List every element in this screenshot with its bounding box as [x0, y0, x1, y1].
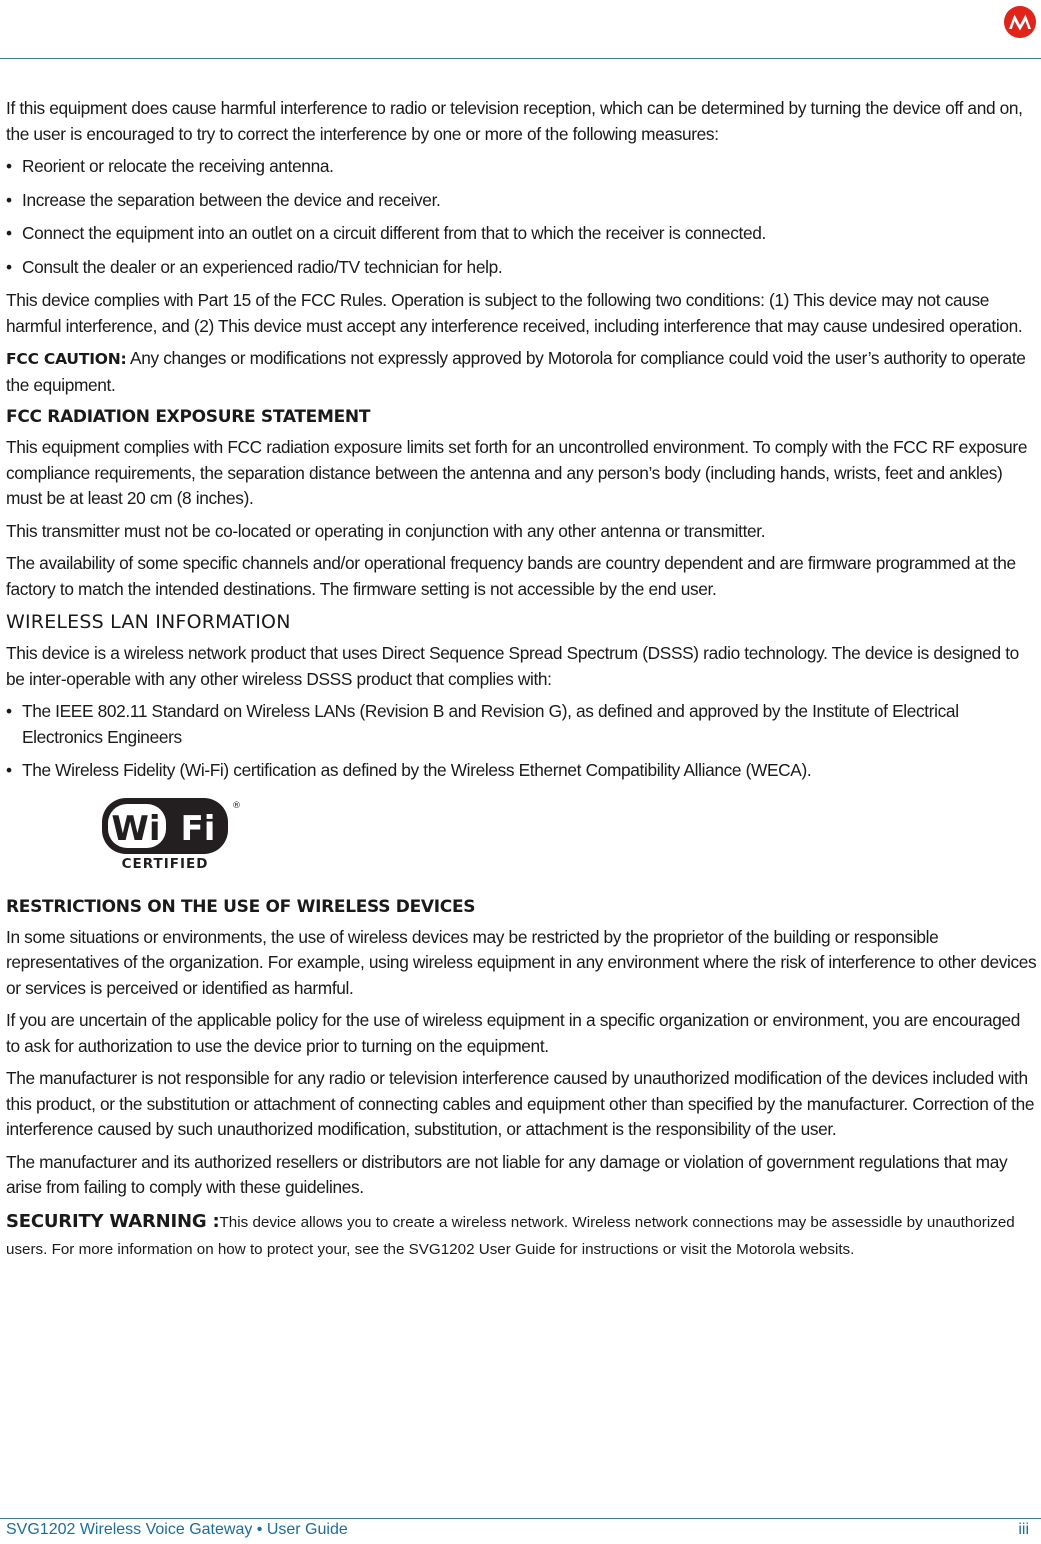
restrictions-paragraph: In some situations or environments, the use of wireless devices may be restricted by the proprietor of the building or responsible representatives of the organization. For example, using wireless equipment in any environment where the risk of interference to other devices or services is perceived or identified as harmful. — [6, 926, 1037, 998]
radiation-paragraph: This transmitter must not be co-located or operating in conjunction with any other antenna or transmitter. — [6, 520, 766, 541]
list-item: • The Wireless Fidelity (Wi-Fi) certification as defined by the Wireless Ethernet Compatibility Alliance (WECA). — [6, 758, 1038, 784]
intro-paragraph: If this equipment does cause harmful interference to radio or television reception, which can be determined by turning the device off and on, the user is encouraged to try to correct the interference by one or more of the following measures: — [6, 98, 1023, 144]
list-item: • Increase the separation between the device and receiver. — [6, 188, 1038, 214]
security-warning — [6, 1208, 1038, 1263]
header-rule — [0, 58, 1041, 59]
restrictions-paragraph: The manufacturer and its authorized resellers or distributors are not liable for any damage or violation of government regulations that may arise from failing to comply with these guidelines. — [6, 1151, 1008, 1197]
restrictions-paragraph: If you are uncertain of the applicable policy for the use of wireless equipment in a specific organization or environment, you are encouraged to ask for authorization to use the device prior to turning on the equipment. — [6, 1010, 1021, 1056]
page-number: iii — [1018, 1521, 1029, 1538]
wlan-list — [6, 699, 1038, 784]
fcc-caution-text: Any changes or modifications not expressly approved by Motorola for compliance could void the user’s authority to operate the equipment. — [6, 348, 1026, 395]
bullet-icon: • — [6, 256, 12, 277]
restrictions-paragraph: The manufacturer is not responsible for any radio or television interference caused by unauthorized modification of the devices included with this product, or the substitution or attachment of connecting cables and equipment other than specified by the manufacturer. Correction of the interference caused by such unauthorized modification, substitution, or attachment is the responsibility of the user. — [6, 1068, 1035, 1139]
part15-paragraph: This device complies with Part 15 of the FCC Rules. Operation is subject to the following two conditions: (1) This device may not cause harmful interference, and (2) This device must accept any interference received, including interference that may cause undesired operation. — [6, 290, 1023, 336]
radiation-paragraph: This equipment complies with FCC radiation exposure limits set forth for an uncontrolled environment. To comply with the FCC RF exposure compliance requirements, the separation distance between the antenna and any person’s body (including hands, wrists, feet and ankles) must be at least 20 cm (8 inches). — [6, 437, 1028, 508]
wifi-logo-certified: CERTIFIED — [121, 855, 209, 870]
security-warning-label: SECURITY WARNING : — [6, 1210, 220, 1232]
radiation-heading: FCC RADIATION EXPOSURE STATEMENT — [6, 407, 371, 427]
bullet-icon: • — [6, 760, 12, 780]
wifi-logo-fi: Fi — [180, 808, 216, 849]
bullet-icon: • — [6, 156, 12, 176]
wifi-logo-wi: Wi — [111, 808, 161, 849]
measures-list — [6, 154, 1038, 280]
wlan-heading: WIRELESS LAN INFORMATION — [6, 611, 291, 633]
restrictions-heading: RESTRICTIONS ON THE USE OF WIRELESS DEVICES — [6, 896, 476, 917]
wifi-certified-logo — [100, 796, 244, 870]
wifi-logo-reg: ® — [232, 800, 241, 811]
list-item: • The IEEE 802.11 Standard on Wireless LANs (Revision B and Revision G), as defined and approved by the Institute of Electrical Electronics Engineers — [6, 701, 959, 747]
list-item: • Consult the dealer or an experienced radio/TV technician for help. — [6, 255, 1038, 281]
document-body — [6, 96, 1038, 1270]
list-item: • Connect the equipment into an outlet on a circuit different from that to which the receiver is connected. — [6, 221, 1038, 247]
fcc-caution-label: FCC CAUTION: — [6, 350, 127, 368]
fcc-caution-paragraph — [6, 346, 1038, 398]
bullet-icon: • — [6, 701, 12, 721]
bullet-icon: • — [6, 189, 12, 210]
radiation-paragraph: The availability of some specific channels and/or operational frequency bands are country dependent and are firmware programmed at the factory to match the intended destinations. The firmware setting is not accessible by the end user. — [6, 553, 1016, 599]
wlan-intro: This device is a wireless network product that uses Direct Sequence Spread Spectrum (DSSS) radio technology. The device is designed to be inter-operable with any other wireless DSSS product that complies with: — [6, 643, 1019, 689]
security-warning-text: This device allows you to create a wireless network. Wireless network connections may be assessidle by unauthorized users. For more information on how to protect your, see the SVG1202 User Guide for instructions or visit the Motorola websits. — [6, 1213, 1015, 1258]
bullet-icon: • — [6, 223, 12, 243]
motorola-logo-icon — [1004, 6, 1036, 38]
list-item: • Reorient or relocate the receiving antenna. — [6, 154, 1038, 180]
footer-rule — [0, 1518, 1041, 1519]
footer-title: SVG1202 Wireless Voice Gateway • User Guide — [6, 1521, 348, 1538]
